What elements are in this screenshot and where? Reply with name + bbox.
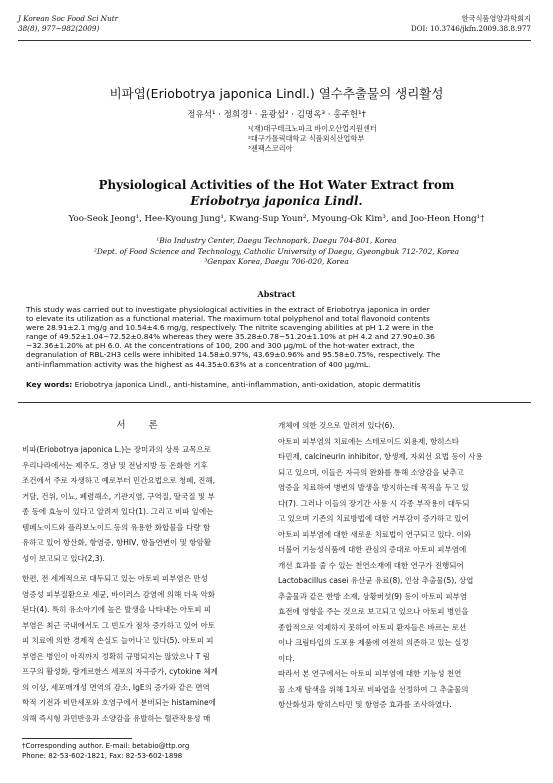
keywords-label: Key words:	[26, 380, 73, 389]
body-line: 효전에 영향을 주는 것으로 보고되고 있으나 아토피 병인을	[278, 607, 469, 616]
header-divider	[18, 40, 531, 41]
body-line: 개체에 의한 것으로 알려져 있다(6).	[278, 421, 395, 430]
footnote-divider	[22, 738, 132, 739]
left-column-text	[22, 442, 262, 726]
body-line: 따라서 본 연구에서는 아토피 피부염에 대한 기능성 천연	[278, 669, 462, 678]
contact-phone: Phone: 82-53-602-1821, Fax: 82-53-602-1898	[22, 752, 183, 760]
doi: DOI: 10.3746/jkfn.2009.38.8.977	[410, 24, 531, 33]
english-title-line: Eriobotrya japonica Lindl.	[190, 194, 363, 208]
abstract-body	[26, 305, 528, 369]
body-line: 부염은 병인이 아직까지 정확히 규명되지는 않았으나 T 림	[22, 651, 210, 661]
abstract-line: anti-inflammation activity was the highest as 44.35±0.63% at a concentration of 400 μg/mL.	[26, 359, 371, 369]
korean-authors: 정유석¹ · 정희경¹ · 윤광섭² · 김명옥³ · 홍주헌¹†	[187, 110, 366, 120]
body-line: 유하고 있어 항산화, 항염증, 항HIV, 항돌연변이 및 항암활	[22, 538, 211, 547]
body-line: 템페노이드와 플라보노이드 등의 유용한 화합물을 다량 함	[22, 522, 211, 532]
society-name: 한국식품영양과학회지	[461, 14, 531, 23]
korean-affiliation: ³젠팩스코리아	[248, 144, 293, 153]
body-line: 타민제, calcineurin inhibitor, 항생제, 자외선 요법 등이 사용	[278, 452, 483, 461]
body-line: 비파(Eriobotrya japonica L.)는 장미과의 상록 교목으로	[22, 445, 212, 454]
body-line: 더불어 기능성식품에 대한 관심의 증대로 아토피 피부염에	[278, 545, 467, 554]
korean-title: 비파엽(Eriobotrya japonica Lindl.) 열수추출물의 생리활성	[109, 86, 444, 101]
body-line: 종합적으로 억제하지 못하여 아토피 환자들은 바르는 로션	[278, 622, 467, 632]
body-line: 이나 크림타입의 도포용 제품에 여전히 의존하고 있는 실정	[278, 638, 469, 647]
keywords	[26, 380, 528, 389]
journal-header-left	[18, 14, 118, 34]
korean-affiliations	[248, 124, 377, 154]
english-affiliation: ²Dept. of Food Science and Technology, Catholic University of Daegu, Gyeongbuk 712-702, Korea	[93, 246, 460, 256]
body-line: 우리나라에서는 제주도, 경남 및 전남지방 등 온화한 기후	[22, 460, 208, 470]
body-line: 염증을 치료하여 병변의 발생을 방지하는데 목적을 두고 있	[278, 483, 469, 492]
body-line: 다(7). 그러나 이들의 장기간 사용 시 각종 부작용이 대두되	[278, 498, 470, 508]
body-line: 개선 효과를 줄 수 있는 천연소재에 대한 연구가 진행되어	[278, 560, 464, 570]
english-authors: Yoo-Seok Jeong¹, Hee-Kyoung Jung¹, Kwang-Sup Youn², Myoung-Ok Kim³, and Joo-Heon Hong¹†	[68, 214, 485, 224]
english-affiliation: ¹Bio Industry Center, Daegu Technopark, Daegu 704-801, Korea	[156, 236, 397, 245]
abstract-line: to elevate its utilization as a functional material. The maximum total polyphenol and total flavonoid contents	[26, 314, 430, 324]
body-line: 고 있으며 기존의 치료방법에 대한 거부감이 증가하고 있어	[278, 514, 469, 523]
abstract-line: This study was carried out to investigate physiological activities in the extract of Eriobotrya japonica in order	[26, 305, 430, 314]
abstract-line: degranulation of RBL-2H3 cells were inhibited 14.58±0.97%, 43.69±0.96% and 95.58±0.75%, respectively. The	[26, 350, 441, 360]
journal-header-right	[411, 14, 531, 34]
body-line: 의해 즉시형 과민반응과 소양감을 유발하는 혈관작용성 매	[22, 713, 211, 723]
left-column	[22, 418, 262, 726]
body-line: 물 소재 탐색을 위해 1차로 비파엽을 선정하여 그 추출물의	[278, 684, 469, 694]
body-line: 성이 보고되고 있다(2,3).	[22, 553, 105, 563]
section-divider	[18, 402, 531, 403]
right-column	[278, 418, 518, 713]
corresponding-author: †Corresponding author. E-mail: betabio@ttp.org	[22, 742, 190, 750]
body-line: 되고 있으며, 이들은 자극의 완화를 통해 소양감을 낮추고	[278, 467, 464, 477]
keywords-text: Eriobotrya japonica Lindl., anti-histamine, anti-inflammation, anti-oxidation, atopic dermatitis	[74, 380, 421, 389]
body-line: 아토피 피부염의 치료에는 스테로이드 외용제, 항히스타	[278, 436, 459, 446]
english-title	[0, 177, 553, 209]
english-title-line: Physiological Activities of the Hot Water Extract from	[98, 178, 455, 192]
body-line: 학적 기전과 비만세포와 호염구에서 분비되는 histamine에	[22, 698, 216, 707]
abstract-line: were 28.91±2.1 mg/g and 10.54±4.6 mg/g, respectively. The nitrite scavenging abilities at pH 1.2 were in the	[26, 323, 434, 333]
body-line: 의 이상, 세포매개성 면역의 감소, IgE의 증가와 같은 면역	[22, 682, 210, 692]
body-line: 조건에서 주로 자생하고 예로부터 민간요법으로 청폐, 진해,	[22, 476, 215, 485]
abstract-line: range of 49.52±1.04~72.52±0.84% whereas they were 35.28±0.78~51.20±1.10% at pH 4.2 and 27.90±0.36	[26, 332, 435, 342]
section-heading-introduction: 서 론	[116, 420, 168, 431]
body-line: 항산화성과 항히스타민 및 항염증 효과를 조사하였다.	[278, 700, 452, 709]
body-line: Lactobacillus casei 유산균 유료(8), 인삼 추출물(5), 상엽	[278, 576, 474, 585]
body-line: 아토피 피부염에 대한 새로운 치료법이 연구되고 있다. 이와	[278, 529, 471, 539]
body-line: 염증성 피부질환으로 세균, 바이러스 감염에 의해 더욱 악화	[22, 589, 215, 599]
korean-affiliation: ¹(재)대구테크노파크 바이오산업지원센터	[248, 124, 377, 133]
body-line: 이다.	[278, 653, 295, 663]
body-line: 추출물과 같은 한방 소재, 상황버섯(9) 등이 아토피 피부염	[278, 591, 468, 601]
body-line: 부염은 최근 국내에서도 그 빈도가 점차 증가하고 있어 아토	[22, 620, 215, 630]
english-affiliation: ³Genpax Korea, Daegu 706-020, Korea	[204, 257, 349, 266]
journal-name: J Korean Soc Food Sci Nutr	[18, 14, 119, 23]
body-line: 한편, 전 세계적으로 대두되고 있는 아토피 피부염은 만성	[22, 574, 208, 583]
korean-affiliation: ²대구가톨릭대학교 식품외식산업학부	[248, 134, 365, 143]
abstract-heading: Abstract	[257, 289, 296, 299]
body-line: 종 등에 효능이 있다고 알려져 있다(1). 그리고 비파 잎에는	[22, 507, 214, 516]
body-line: 피 치료에 의한 경제적 손실도 늘어나고 있다(5). 아토피 피	[22, 636, 214, 645]
english-affiliations	[0, 236, 553, 268]
footnote	[22, 741, 189, 761]
journal-volume: 38(8), 977~982(2009)	[18, 24, 100, 33]
body-line: 프구의 활성화, 랑게르한스 세포의 자극증가, cytokine 체계	[22, 667, 218, 676]
abstract-line: ~32.36±1.20% at pH 6.0. At the concentrations of 100, 200 and 300 μg/mL of the hot-water extract, the	[26, 341, 415, 351]
body-line: 된다(4). 특히 유소아기에 높은 발생을 나타내는 아토피 피	[22, 605, 212, 614]
body-line: 거담, 건위, 이뇨, 폐렴해소, 기관지염, 구역질, 딸국질 및 부	[22, 491, 215, 501]
